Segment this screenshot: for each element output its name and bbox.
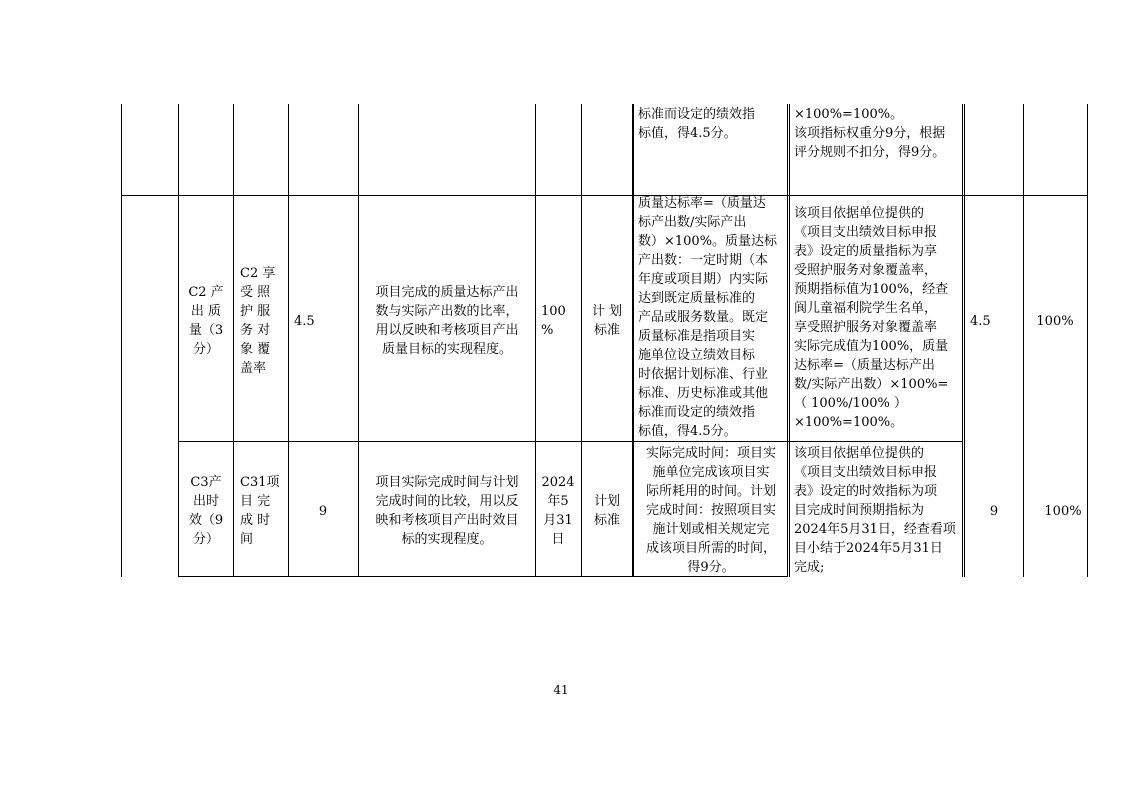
page-number: 41 <box>553 683 569 697</box>
column-divider <box>535 104 536 577</box>
column-divider <box>964 104 965 577</box>
table-border-left <box>121 104 122 577</box>
column-divider <box>787 104 788 577</box>
row-score: 4.5 <box>970 314 991 329</box>
row-rate: 100% <box>1036 314 1074 329</box>
row-score: 9 <box>989 504 999 519</box>
row-analysis: 该项目依据单位提供的 《项目支出绩效目标申报 表》设定的质量指标为享 受照护服务对象覆盖率， 预期指标值为100%，经查 阆儿童福利院学生名单， 享受照护服务对象覆盖率 实际完成值为100%，质量 达标率=（质量达标产出 数/实际产出数）×100%= （ 100%/100% ） ×100%=100%。 <box>794 206 949 430</box>
column-divider <box>962 104 963 577</box>
row-target: 100 % <box>541 304 566 338</box>
column-divider <box>789 104 790 577</box>
row-analysis: 该项目依据单位提供的 《项目支出绩效目标申报 表》设定的时效指标为项 目完成时间预期指标为 2024年5月31日，经查看项 目小结于2024年5月31日 完成; <box>794 446 956 575</box>
row-basis: 计划 标准 <box>593 494 620 528</box>
column-divider <box>581 104 582 577</box>
column-divider <box>633 104 634 577</box>
row-category: C2 产 出 质 量（3 分） <box>188 285 224 357</box>
column-divider <box>1023 104 1024 577</box>
row-standard: 实际完成时间：项目实 施单位完成该项目实 际所耗用的时间。计划 完成时间：按照项目实 施计划或相关规定完 成该项目所需的时间， 得9分。 <box>645 446 776 575</box>
row-weight: 4.5 <box>294 314 315 329</box>
top-result-tail: ×100%=100%。 该项指标权重分9分，根据 评分规则不扣分，得9分。 <box>794 107 946 160</box>
column-divider <box>178 104 179 577</box>
row-weight: 9 <box>318 504 328 519</box>
top-standard-tail: 标准而设定的绩效指 标值，得4.5分。 <box>638 107 756 141</box>
row-divider <box>178 441 963 442</box>
row-indicator: C31项 目 完 成 时 间 <box>240 475 280 547</box>
column-divider <box>233 104 234 577</box>
row-category: C3产 出时 效（9 分） <box>188 475 224 547</box>
column-divider <box>288 104 289 577</box>
row-indicator: C2 享 受 照 护 服 务 对 象 覆 盖率 <box>240 266 276 376</box>
row-target: 2024 年5 月31 日 <box>541 475 575 547</box>
column-divider <box>358 104 359 577</box>
row-basis: 计 划 标准 <box>591 304 623 338</box>
row-divider <box>121 195 1088 196</box>
row-rate: 100% <box>1044 504 1082 519</box>
row-description: 项目实际完成时间与计划 完成时间的比较，用以反 映和考核项目产出时效目 标的实现程度。 <box>375 475 519 547</box>
row-description: 项目完成的质量达标产出 数与实际产出数的比率， 用以反映和考核项目产出 质量目标的实现程度。 <box>375 285 519 357</box>
row-standard: 质量达标率=（质量达 标产出数/实际产出 数）×100%。质量达标 产出数：一定时期（本 年度或项目期）内实际 达到既定质量标准的 产品或服务数量。既定 质量标准是指项目实 施单位设立绩效目标 时依据计划标准、行业 标准、历史标准或其他 标准而设定的绩效指 标值，得4.5分。 <box>638 196 778 439</box>
